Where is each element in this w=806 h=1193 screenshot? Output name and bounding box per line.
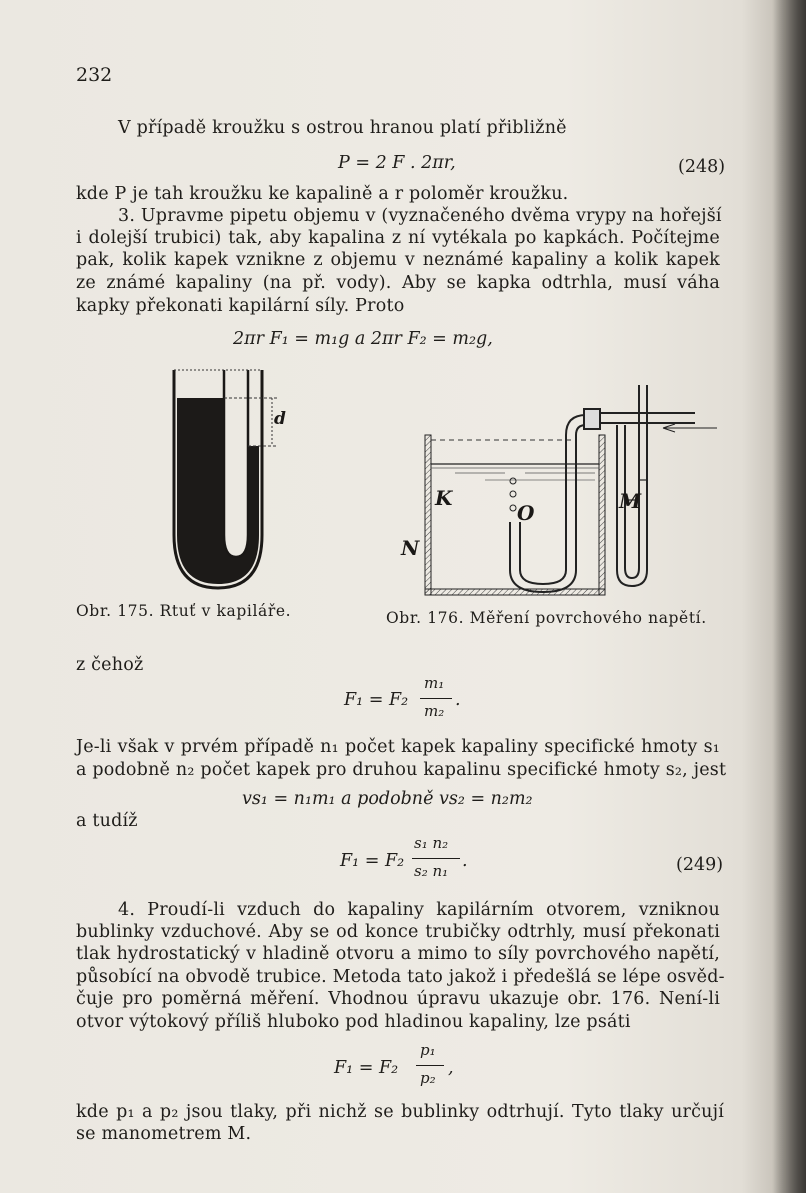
equation-p-numerator: p₁ <box>420 1041 436 1059</box>
page-binding-shadow <box>772 0 806 1193</box>
paragraph4-line-3: tlak hydrostatický v hladině otvoru a mimo to síly povrchového napětí, <box>76 944 720 964</box>
equation-F1-fraction-bar <box>420 698 452 699</box>
paragraph1-after: kde P je tah kroužku ke kapalině a r poloměr kroužku. <box>76 184 569 204</box>
figure-176-drawing <box>395 380 725 610</box>
equation-249-left: F₁ = F₂ <box>340 851 405 871</box>
equation-F1-tail: . <box>455 690 461 710</box>
equation-p-left: F₁ = F₂ <box>334 1058 399 1078</box>
paragraph5-line-1: kde p₁ a p₂ jsou tlaky, při nichž se bublinky odtrhují. Tyto tlaky určují <box>76 1102 724 1122</box>
paragraph2-line-5: kapky překonati kapilární síly. Proto <box>76 296 405 316</box>
paragraph2-line-3: pak, kolik kapek vznikne z objemu v neznámé kapaliny a kolik kapek <box>76 250 720 270</box>
paragraph3-line-2: a podobně n₂ počet kapek pro druhou kapalinu specifické hmoty s₂, jest <box>76 760 727 780</box>
equation-249-denominator: s₂ n₁ <box>414 862 449 880</box>
page-number: 232 <box>76 64 113 86</box>
figure-176-caption: Obr. 176. Měření povrchového napětí. <box>386 609 707 627</box>
z-cehoz: z čehož <box>76 655 144 675</box>
paragraph4-line-2: bublinky vzduchové. Aby se od konce trubičky odtrhly, musí překonati <box>76 922 720 942</box>
a-tudiz: a tudíž <box>76 811 138 831</box>
paragraph2-line-4: ze známé kapaliny (na př. vody). Aby se kapka odtrhla, musí váha <box>76 273 720 293</box>
paragraph4-line-4: působící na obvodě trubice. Metoda tato jakož i předešlá se lépe osvěd- <box>76 967 725 987</box>
figure-176-label-M: M <box>619 489 642 513</box>
equation-249-tail: . <box>462 851 468 871</box>
equation-249-fraction-bar <box>412 858 460 859</box>
paragraph4-line-6: otvor výtokový příliš hluboko pod hladinou kapaliny, lze psáti <box>76 1012 631 1032</box>
figure-175-label-d: d <box>274 409 286 429</box>
figure-176-label-O: O <box>517 501 535 525</box>
equation-248-number: (248) <box>678 157 726 177</box>
figure-175-drawing <box>160 360 310 600</box>
equation-F1-left: F₁ = F₂ <box>344 690 409 710</box>
paragraph2-line-1: 3. Upravme pipetu objemu v (vyznačeného dvěma vrypy na hořejší <box>118 206 722 226</box>
paragraph1-intro: V případě kroužku s ostrou hranou platí přibližně <box>118 118 567 138</box>
equation-p-denominator: p₂ <box>420 1069 436 1087</box>
figure-176-label-N: N <box>401 536 420 560</box>
equation-F1-denominator: m₂ <box>424 702 445 720</box>
equation-F1-numerator: m₁ <box>424 674 445 692</box>
equation-249-number: (249) <box>676 855 724 875</box>
equation-proto: 2πr F₁ = m₁g a 2πr F₂ = m₂g, <box>233 329 493 349</box>
paragraph4-line-1: 4. Proudí-li vzduch do kapaliny kapilárním otvorem, vzniknou <box>118 900 720 920</box>
paragraph4-line-5: čuje pro poměrná měření. Vhodnou úpravu ukazuje obr. 176. Není-li <box>76 989 720 1009</box>
figure-175-caption: Obr. 175. Rtuť v kapiláře. <box>76 602 292 620</box>
figure-176-label-K: K <box>435 486 453 510</box>
equation-p-tail: , <box>448 1058 454 1078</box>
equation-248: P = 2 F . 2πr, <box>338 153 456 173</box>
paragraph3-line-1: Je-li však v prvém případě n₁ počet kapek kapaliny specifické hmoty s₁ <box>76 737 720 757</box>
equation-249-numerator: s₁ n₂ <box>414 834 449 852</box>
paragraph2-line-2: i dolejší trubici) tak, aby kapalina z ní vytékala po kapkách. Počítejme <box>76 228 720 248</box>
equation-vs: vs₁ = n₁m₁ a podobně vs₂ = n₂m₂ <box>242 789 533 809</box>
equation-p-fraction-bar <box>416 1065 444 1066</box>
paragraph5-line-2: se manometrem M. <box>76 1124 252 1144</box>
